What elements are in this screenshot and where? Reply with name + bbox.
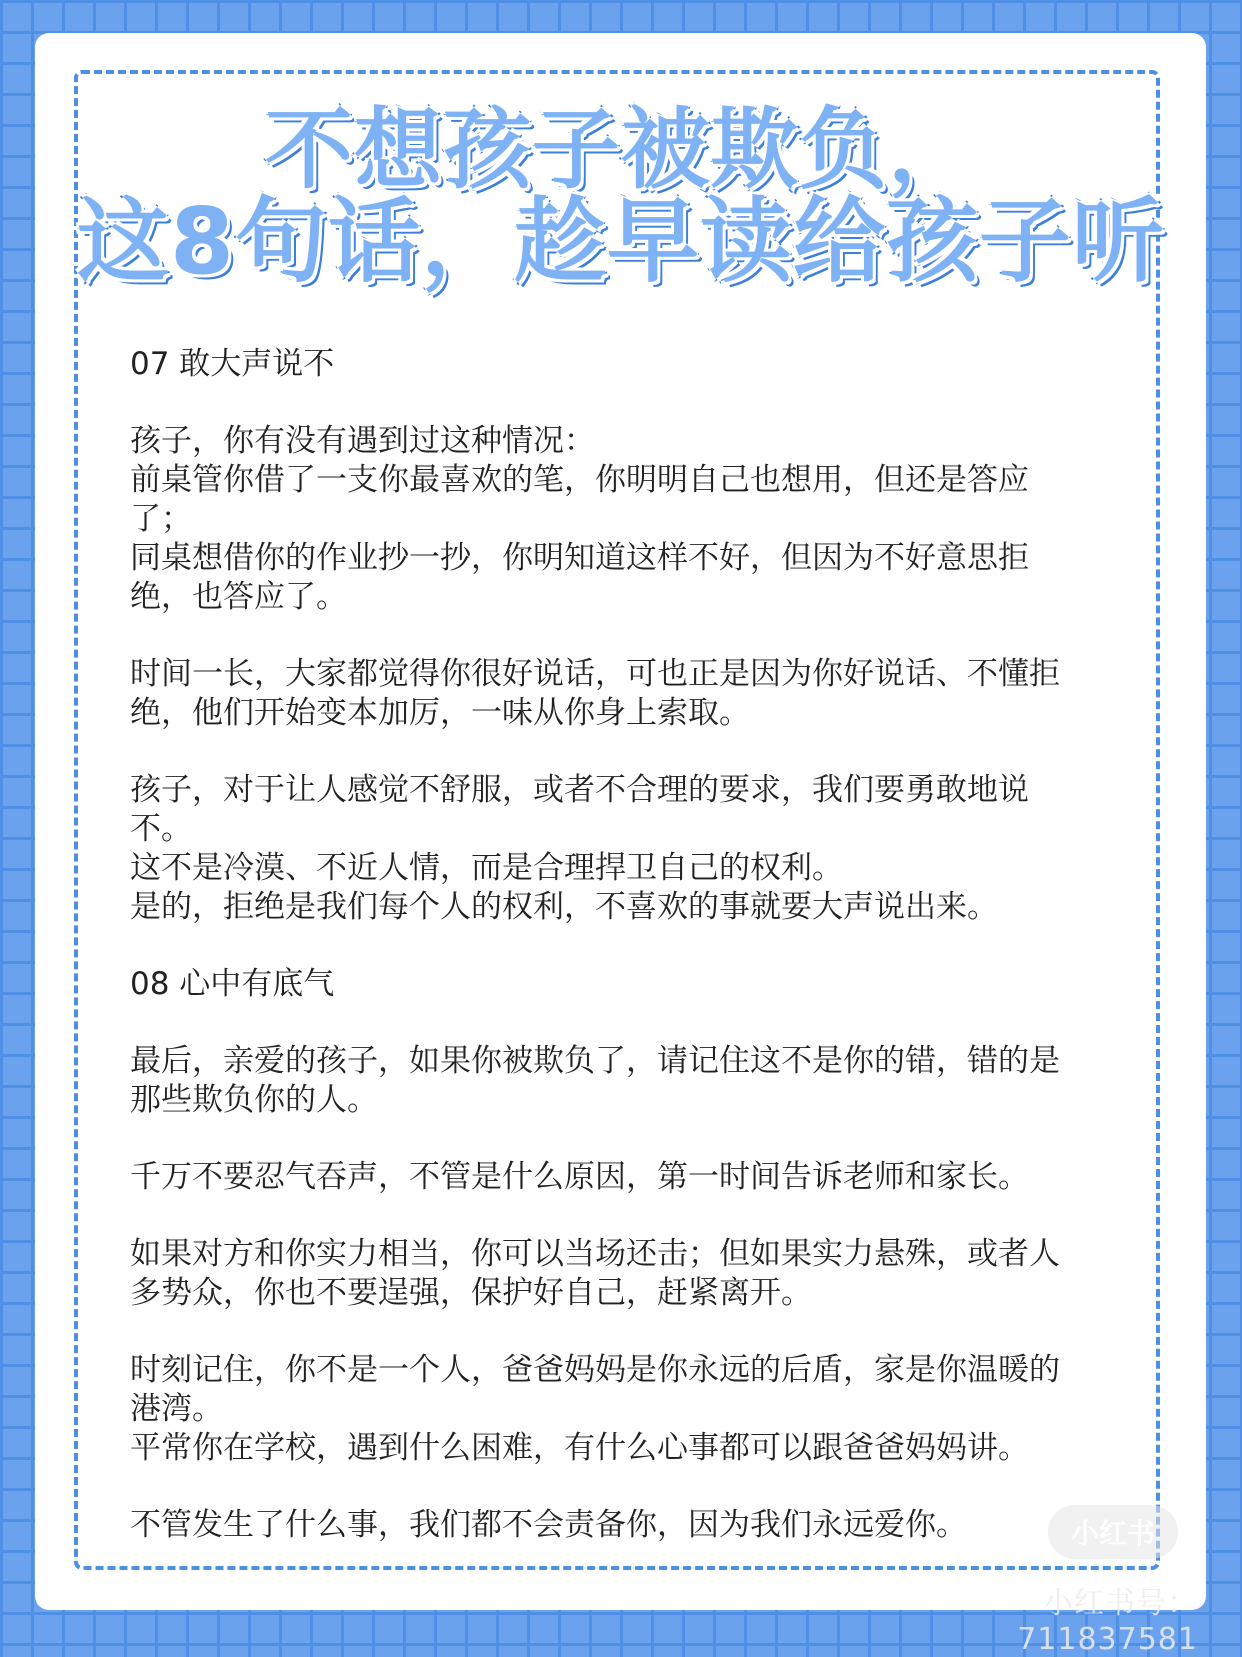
text-line: 绝，他们开始变本加厉，一味从你身上索取。 xyxy=(130,695,750,731)
article-body xyxy=(130,345,1115,1545)
section-heading-08: 08 心中有底气 xyxy=(130,966,335,1002)
text-line: 港湾。 xyxy=(130,1391,223,1427)
text-line: 千万不要忍气吞声，不管是什么原因，第一时间告诉老师和家长。 xyxy=(130,1159,1029,1195)
watermark-logo: 小红书 xyxy=(1048,1505,1178,1559)
text-line: 时间一长，大家都觉得你很好说话，可也正是因为你好说话、不懂拒 xyxy=(130,656,1060,692)
text-line: 平常你在学校，遇到什么困难，有什么心事都可以跟爸爸妈妈讲。 xyxy=(130,1430,1029,1466)
text-line: 如果对方和你实力相当，你可以当场还击；但如果实力悬殊，或者人 xyxy=(130,1236,1060,1272)
text-line: 是的，拒绝是我们每个人的权利，不喜欢的事就要大声说出来。 xyxy=(130,889,998,925)
title-line-2: 这8句话，趁早读给孩子听 xyxy=(76,188,1165,295)
section-heading-07: 07 敢大声说不 xyxy=(130,346,335,382)
text-line: 不管发生了什么事，我们都不会责备你，因为我们永远爱你。 xyxy=(130,1507,967,1543)
text-line: 不。 xyxy=(130,811,192,847)
text-line: 那些欺负你的人。 xyxy=(130,1082,378,1118)
text-line: 前桌管你借了一支你最喜欢的笔，你明明自己也想用，但还是答应 xyxy=(130,462,1029,498)
text-line: 同桌想借你的作业抄一抄，你明知道这样不好，但因为不好意思拒 xyxy=(130,540,1029,576)
text-line: 孩子，对于让人感觉不舒服，或者不合理的要求，我们要勇敢地说 xyxy=(130,772,1029,808)
watermark-account-id: 小红书号：711837581 xyxy=(1017,1586,1198,1657)
text-line: 这不是冷漠、不近人情，而是合理捍卫自己的权利。 xyxy=(130,850,843,886)
text-line: 最后，亲爱的孩子，如果你被欺负了，请记住这不是你的错，错的是 xyxy=(130,1043,1060,1079)
text-line: 绝，也答应了。 xyxy=(130,579,347,615)
text-line: 多势众，你也不要逞强，保护好自己，赶紧离开。 xyxy=(130,1275,812,1311)
text-line: 孩子，你有没有遇到过这种情况： xyxy=(130,423,595,459)
text-line: 了； xyxy=(130,501,192,537)
title-line-1: 不想孩子被欺负， xyxy=(264,98,977,201)
text-line: 时刻记住，你不是一个人，爸爸妈妈是你永远的后盾，家是你温暖的 xyxy=(130,1352,1060,1388)
